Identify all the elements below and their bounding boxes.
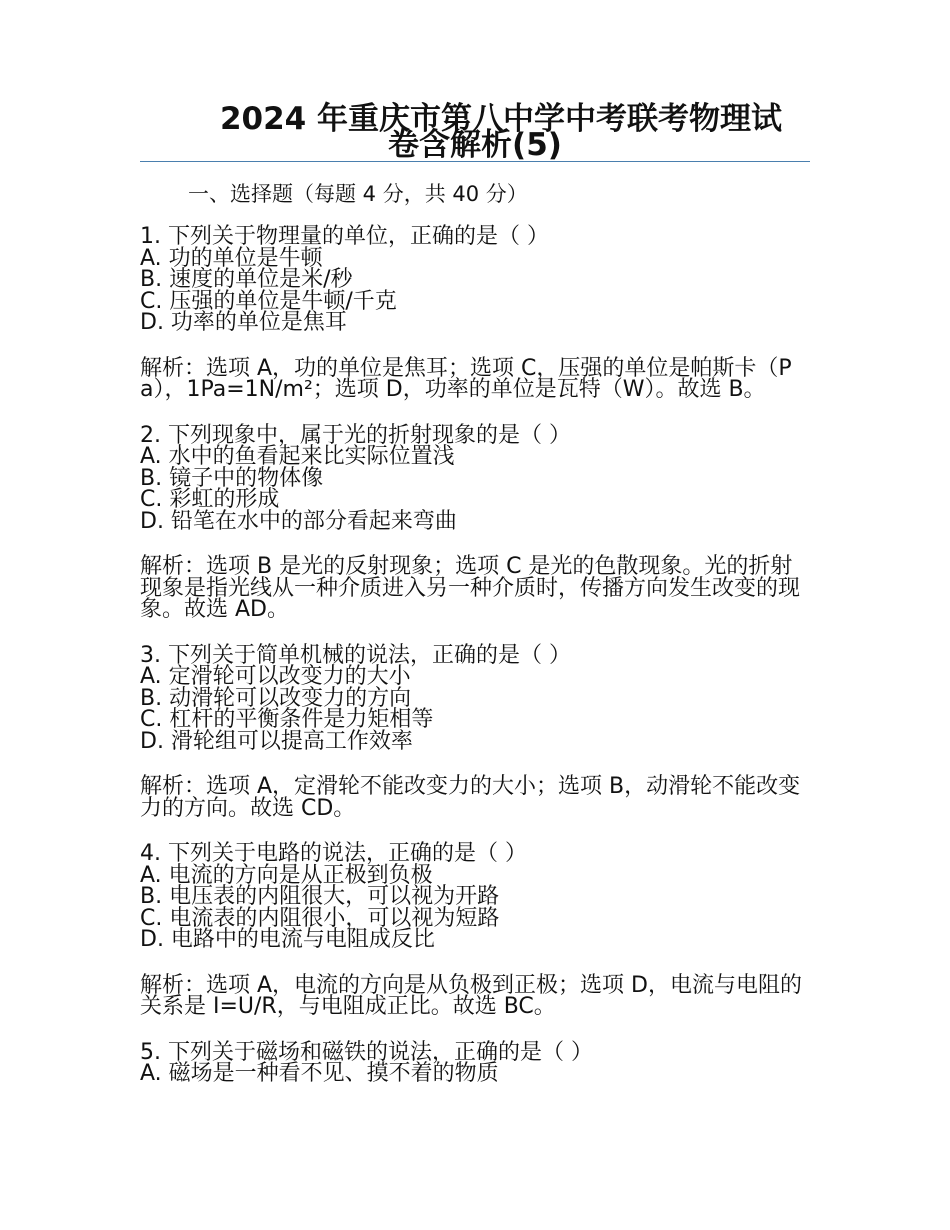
option-d: D. 电路中的电流与电阻成反比 <box>140 927 435 952</box>
option-c: C. 杠杆的平衡条件是力矩相等 <box>140 707 434 732</box>
question-stem: 5. 下列关于磁场和磁铁的说法，正确的是（ ） <box>140 1039 593 1065</box>
analysis-4: 解析：选项 A，电流的方向是从负极到正极；选项 D，电流与电阻的关系是 I=U/R，与电阻成正比。故选 BC。 <box>140 972 802 1019</box>
question-5 <box>140 1039 812 1086</box>
question-4 <box>140 843 812 951</box>
option-b: B. 动滑轮可以改变力的方向 <box>140 685 412 711</box>
question-2 <box>140 422 812 534</box>
analysis-3: 解析：选项 A，定滑轮不能改变力的大小；选项 B，动滑轮不能改变力的方向。故选 CD。 <box>140 774 801 821</box>
option-b: B. 镜子中的物体像 <box>140 465 324 491</box>
section-heading: 一、选择题（每题 4 分，共 40 分） <box>188 182 528 206</box>
option-a: A. 磁场是一种看不见、摸不着的物质 <box>140 1061 499 1086</box>
page-title <box>140 101 810 163</box>
question-stem: 1. 下列关于物理量的单位，正确的是（ ） <box>140 224 549 249</box>
analysis-2: 解析：选项 B 是光的反射现象；选项 C 是光的色散现象。光的折射现象是指光线从一种介质进入另一种介质时，传播方向发生改变的现象。故选 AD。 <box>140 554 801 622</box>
page-title-line-2: 卷含解析(5) <box>388 127 562 163</box>
question-stem: 3. 下列关于简单机械的说法，正确的是（ ） <box>140 642 571 668</box>
question-1 <box>140 226 812 334</box>
option-a: A. 水中的鱼看起来比实际位置浅 <box>140 444 455 469</box>
questions-list <box>140 226 812 1109</box>
page-title-line-1: 2024 年重庆市第八中学中考联考物理试 <box>219 101 783 137</box>
option-d: D. 滑轮组可以提高工作效率 <box>140 728 413 754</box>
option-c: C. 电流表的内阻很小，可以视为短路 <box>140 905 500 931</box>
title-divider <box>140 161 810 162</box>
option-d: D. 铅笔在水中的部分看起来弯曲 <box>140 508 457 534</box>
option-a: A. 电流的方向是从正极到负极 <box>140 862 433 888</box>
analysis-1: 解析：选项 A，功的单位是焦耳；选项 C，压强的单位是帕斯卡（Pa），1Pa=1N/m²；选项 D，功率的单位是瓦特（W）。故选 B。 <box>140 355 792 402</box>
option-c: C. 压强的单位是牛顿/千克 <box>140 288 397 314</box>
option-a: A. 功的单位是牛顿 <box>140 245 323 271</box>
option-a: A. 定滑轮可以改变力的大小 <box>140 664 411 689</box>
option-b: B. 电压表的内阻很大，可以视为开路 <box>140 884 500 909</box>
option-b: B. 速度的单位是米/秒 <box>140 267 353 292</box>
question-stem: 4. 下列关于电路的说法，正确的是（ ） <box>140 841 527 866</box>
option-c: C. 彩虹的形成 <box>140 487 280 512</box>
question-3 <box>140 642 812 754</box>
option-d: D. 功率的单位是焦耳 <box>140 310 347 335</box>
question-stem: 2. 下列现象中，属于光的折射现象的是（ ） <box>140 422 571 448</box>
